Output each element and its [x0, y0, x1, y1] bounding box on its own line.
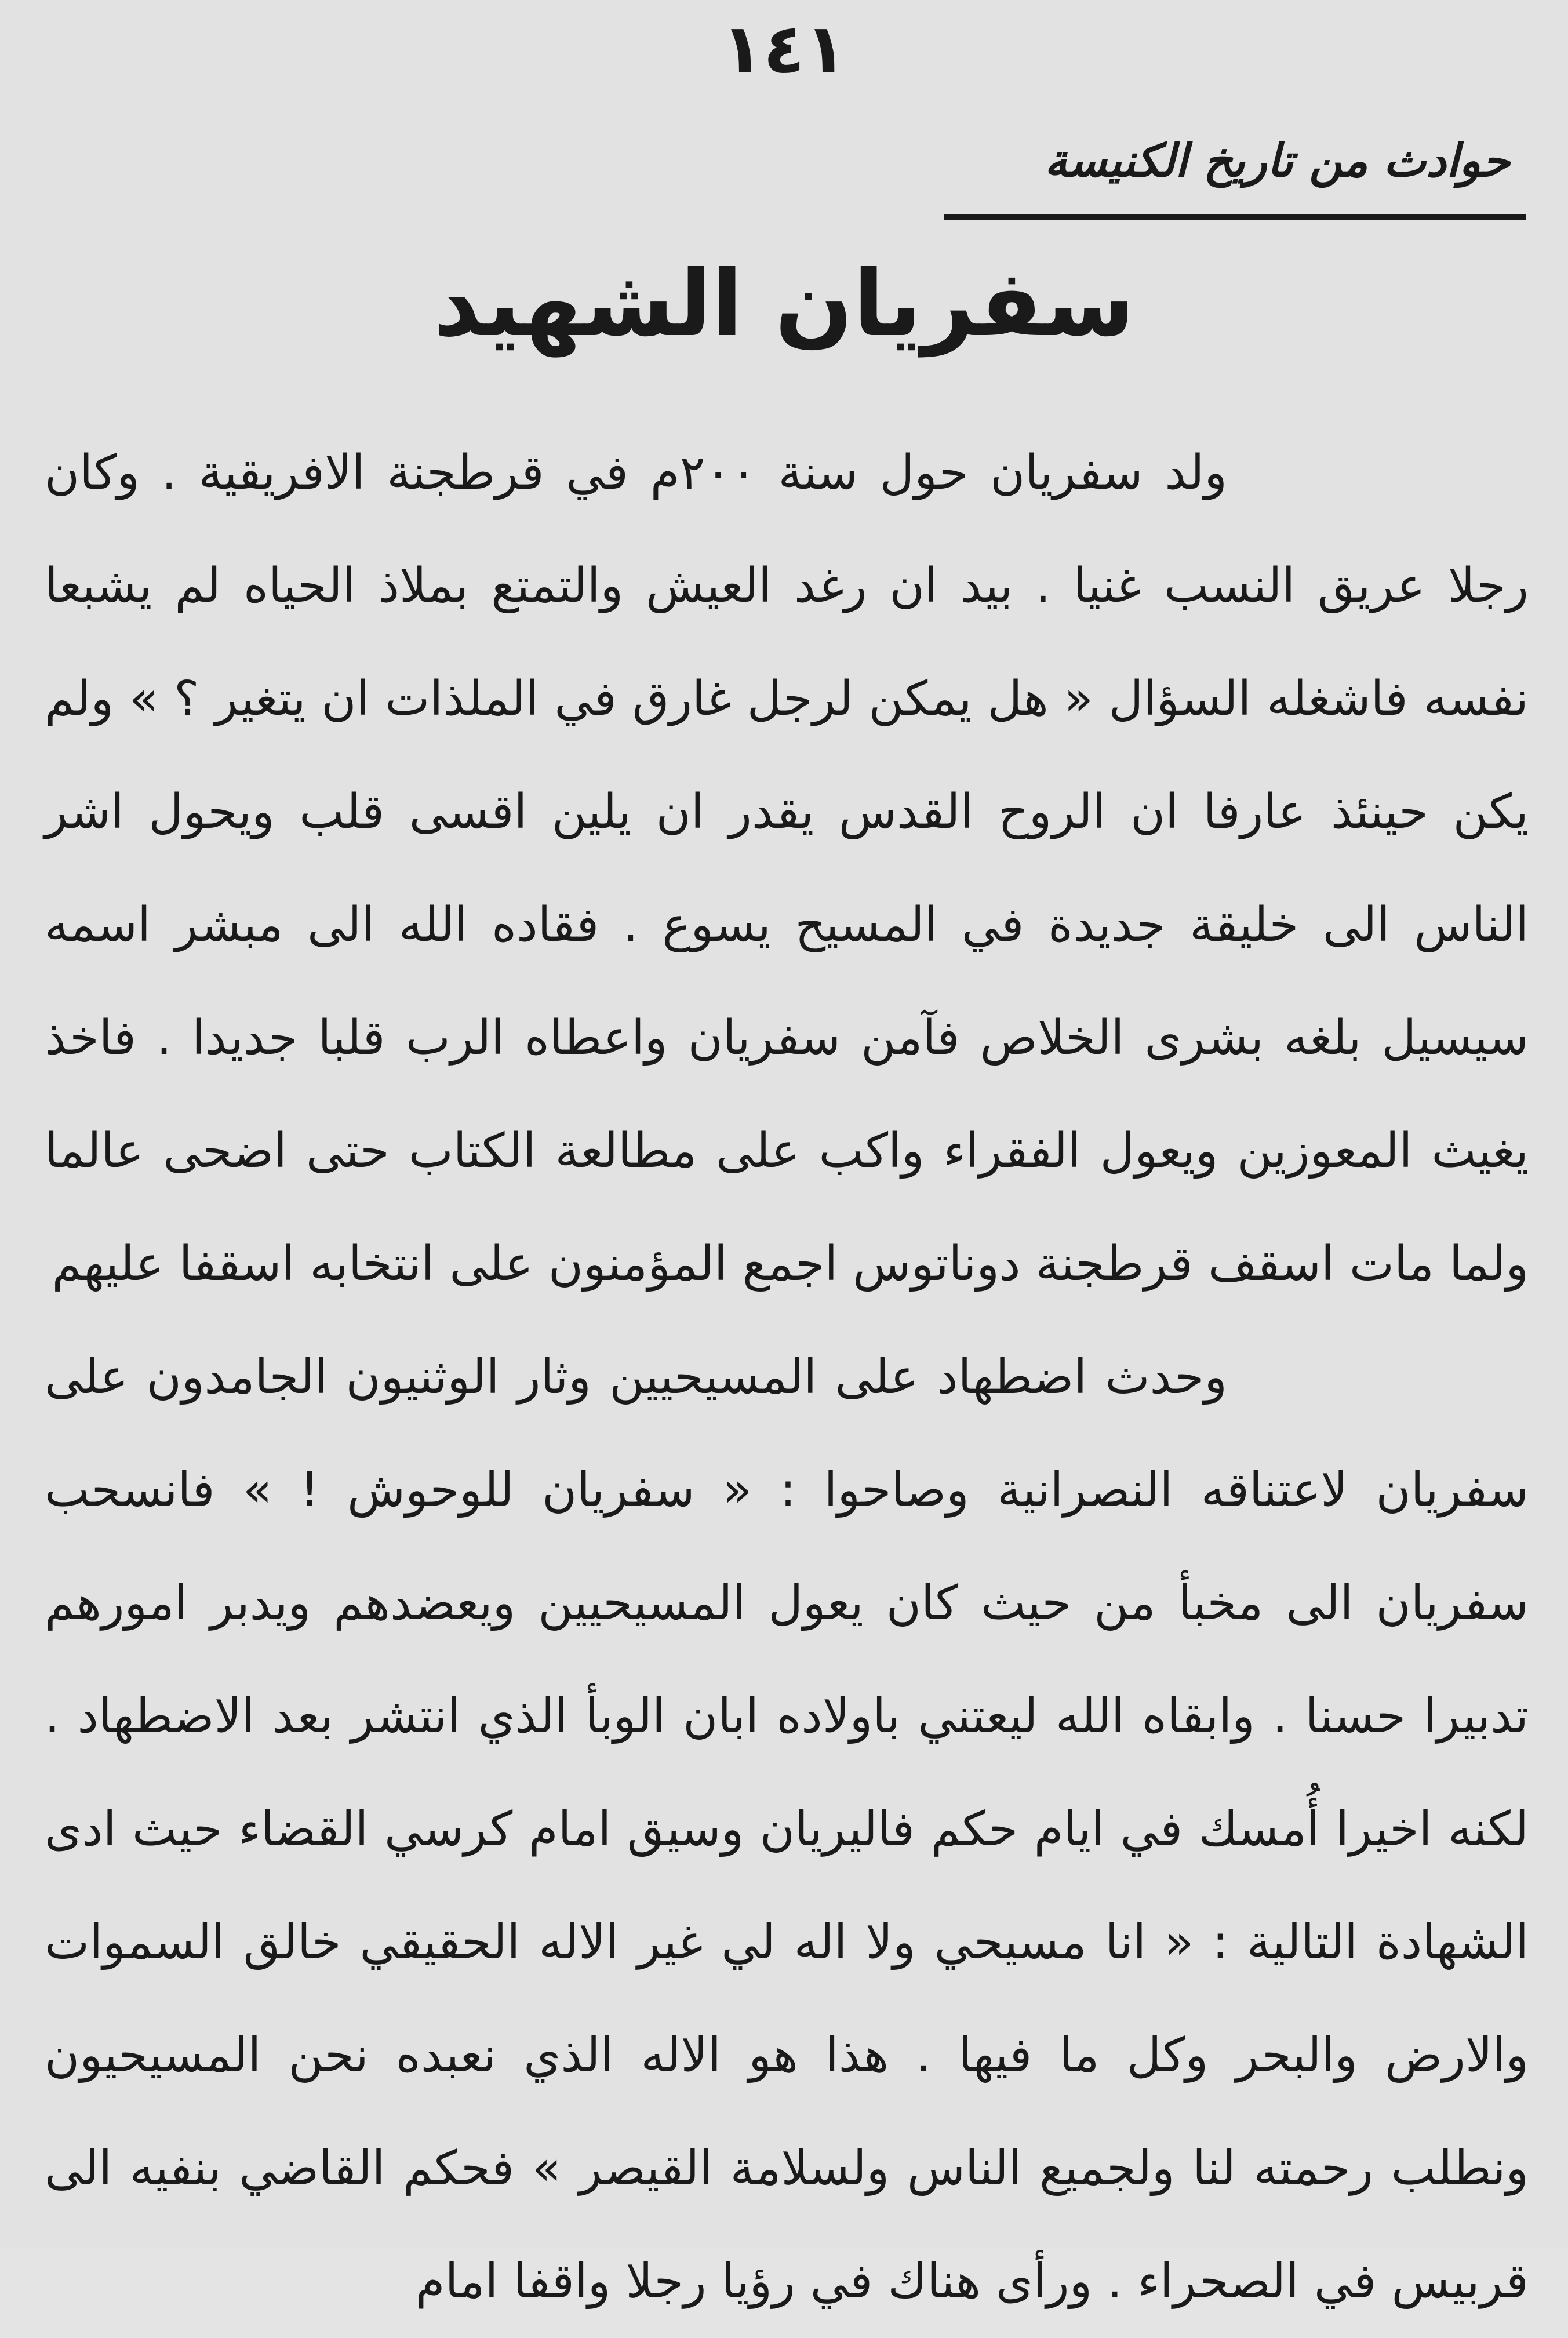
paragraph-1: ولد سفريان حول سنة ٢٠٠م في قرطجنة الافريقية . وكان رجلا عريق النسب غنيا . بيد ان رغد العيش والتمتع بملاذ الحياه لم يشبعا نفسه فاشغله السؤال « هل يمكن لرجل غارق في الملذات ان يتغير ؟ » ولم يكن حينئذ عارفا ان الروح القدس يقدر ان يلين اقسى قلب ويحول اشر الناس الى خليقة جديدة في المسيح يسوع . فقاده الله الى مبشر اسمه سيسيل بلغه بشرى الخلاص فآمن سفريان واعطاه الرب قلبا جديدا . فاخذ يغيث المعوزين ويعول الفقراء واكب على مطالعة الكتاب حتى اضحى عالما ولما مات اسقف قرطجنة دوناتوس اجمع المؤمنون على انتخابه اسقفا عليهم — [45, 445, 1529, 1292]
paragraph-2: وحدث اضطهاد على المسيحيين وثار الوثنيون الجامدون على سفريان لاعتناقه النصرانية وصاحوا : « سفريان للوحوش ! » فانسحب سفريان الى مخبأ من حيث كان يعول المسيحيين ويعضدهم ويدبر امورهم تدبيرا حسنا . وابقاه الله ليعتني باولاده ابان الوبأ الذي انتشر بعد الاضطهاد . لكنه اخيرا أُمسك في ايام حكم فاليريان وسيق امام كرسي القضاء حيث ادى الشهادة التالية : « انا مسيحي ولا اله لي غير الاله الحقيقي خالق السموات والارض والبحر وكل ما فيها . هذا هو الاله الذي نعبده نحن المسيحيون ونطلب رحمته لنا ولجميع الناس ولسلامة القيصر » فحكم القاضي بنفيه الى قربيس في الصحراء . ورأى هناك في رؤيا رجلا واقفا امام — [45, 1350, 1529, 2309]
section-header-underline — [944, 214, 1526, 220]
article-body — [45, 416, 1529, 2338]
page-number: ١٤١ — [721, 9, 847, 89]
section-header: حوادث من تاريخ الكنيسة — [1044, 135, 1510, 187]
article-title: سفريان الشهيد — [433, 250, 1135, 357]
